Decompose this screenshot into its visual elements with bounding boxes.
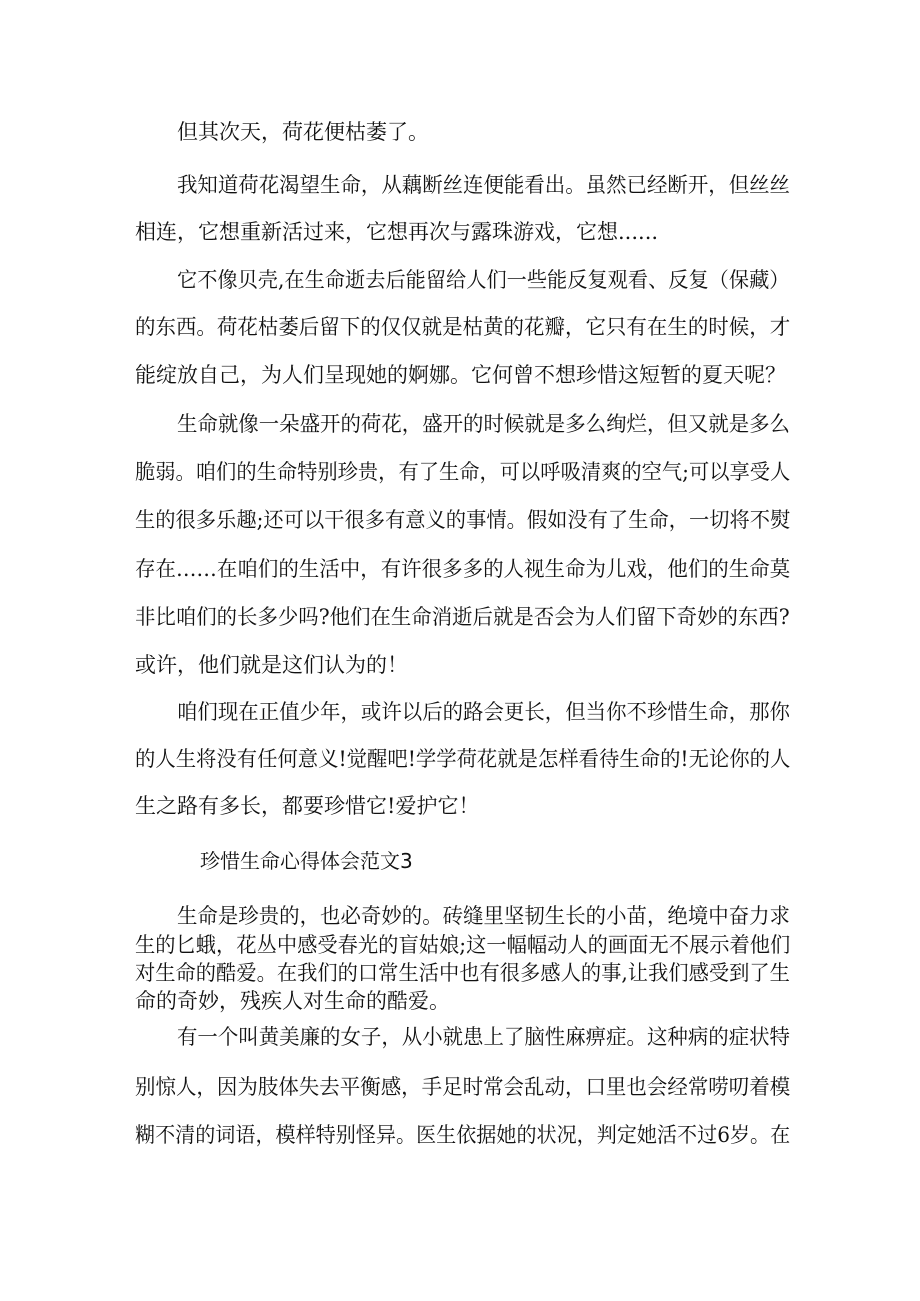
text-line: 对生命的酷爱。在我们的口常生活中也有很多感人的事,让我们感受到了生 [135,961,790,985]
text-line: 生命就像一朵盛开的荷花，盛开的时候就是多么绚烂，但又就是多么 [177,412,790,436]
text-line: 糊不清的词语，模样特别怪异。医生依据她的状况，判定她活不过6岁。在 [135,1123,791,1147]
text-line: 我知道荷花渴望生命，从藕断丝连便能看出。虽然已经断开，但丝丝 [177,173,790,197]
text-line: 相连，它想重新活过来，它想再次与露珠游戏，它想...... [135,220,659,244]
text-line: 命的奇妙，残疾人对生命的酷爱。 [135,989,450,1013]
text-line: 的人生将没有任何意义!觉醒吧!学学荷花就是怎样看待生命的!无论你的人 [135,747,791,771]
text-line: 有一个叫黄美廉的女子，从小就患上了脑性麻痹症。这种病的症状特 [177,1025,790,1049]
text-line: 或许，他们就是这们认为的！ [135,653,408,677]
text-line: 生之路有多长，都要珍惜它!爱护它！ [135,794,480,818]
text-line: 的东西。荷花枯萎后留下的仅仅就是枯黄的花瓣，它只有在生的时候，才 [135,315,791,339]
text-line: 但其次天，荷花便枯萎了。 [177,120,429,144]
text-line: 存在……在咱们的生活中，有许很多多的人视生命为儿戏，他们的生命莫 [135,557,791,581]
text-line: 咱们现在正值少年，或许以后的路会更长，但当你不珍惜生命，那你 [177,700,790,724]
text-line: 脆弱。咱们的生命特别珍贵，有了生命，可以呼吸清爽的空气;可以享受人 [135,460,791,484]
text-line: 能绽放自己，为人们呈现她的婀娜。它何曾不想珍惜这短暂的夏天呢？ [135,363,786,387]
text-line: 别惊人，因为肢体失去平衡感，手足时常会乱动，口里也会经常唠叨着模 [135,1075,791,1099]
text-line: 它不像贝壳,在生命逝去后能留给人们一些能反复观看、反复（保藏） [177,268,790,292]
text-line: 生的很多乐趣;还可以干很多有意义的事情。假如没有了生命，一切将不熨 [135,508,791,532]
section-heading: 珍惜生命心得体会范文3 [200,849,413,873]
text-line: 非比咱们的长多少吗?他们在生命消逝后就是否会为人们留下奇妙的东西? [135,605,790,629]
text-line: 生命是珍贵的，也必奇妙的。砖缝里坚韧生长的小苗，绝境中奋力求 [177,904,790,928]
text-line: 生的匕蛾，花丛中感受春光的盲姑娘;这一幅幅动人的画面无不展示着他们 [135,933,791,957]
